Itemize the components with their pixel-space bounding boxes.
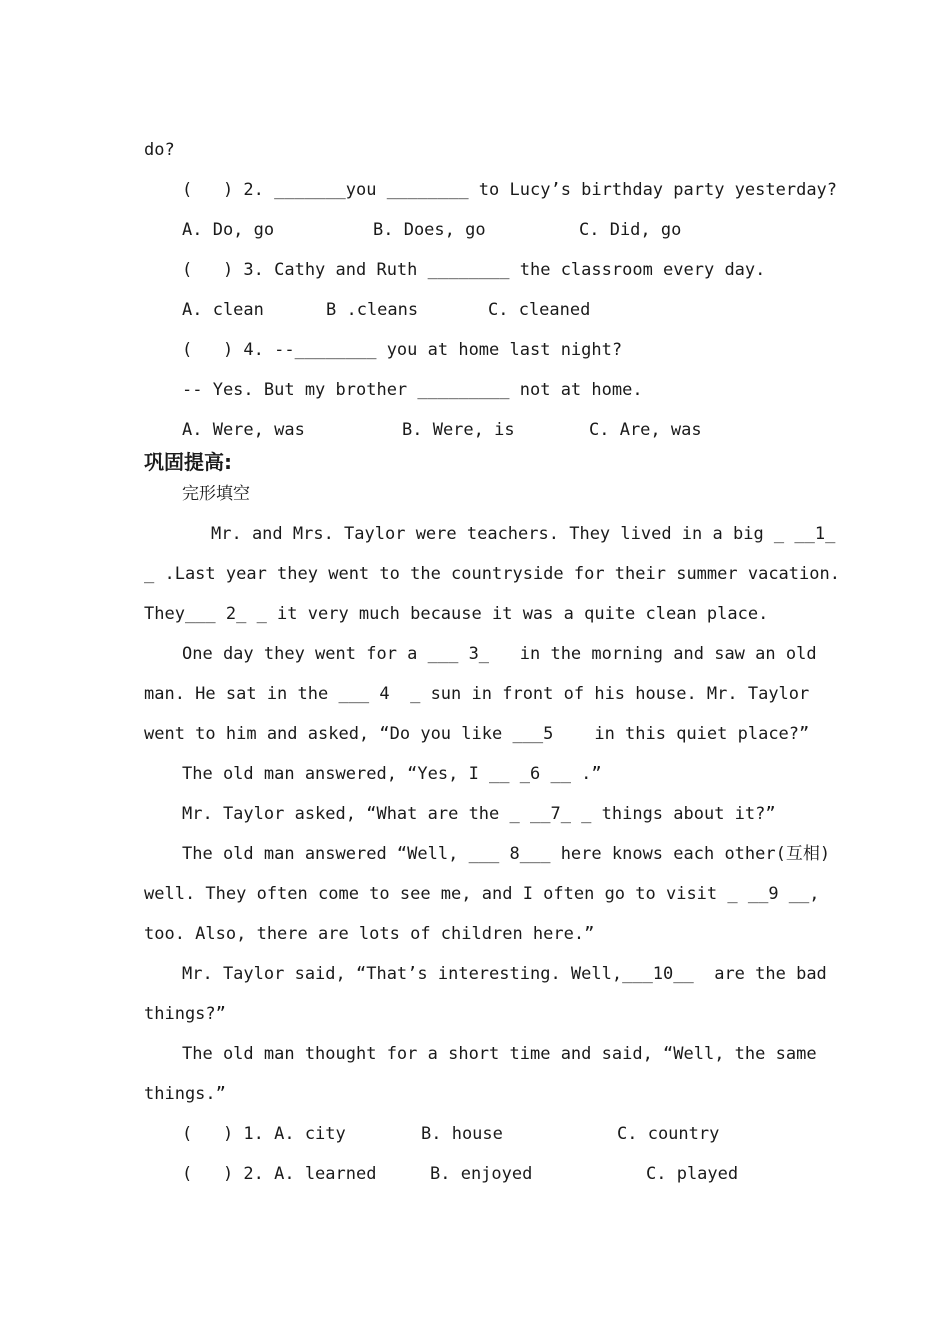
section-subheading: 完形填空: [182, 484, 250, 504]
option-c: C. played: [646, 1164, 739, 1184]
passage-line: One day they went for a ___ 3_ in the morning and saw an old: [182, 644, 817, 664]
question-2: ( ) 2. _______you ________ to Lucy’s birthday party yesterday?: [182, 180, 838, 200]
option-b: B. Does, go: [373, 220, 486, 240]
option-a: A. Do, go: [182, 220, 275, 240]
option-b: B. house: [421, 1124, 503, 1144]
passage-line: man. He sat in the ___ 4 _ sun in front of his house. Mr. Taylor: [144, 684, 810, 704]
section-heading: 巩固提高:: [144, 450, 232, 474]
passage-line: Mr. and Mrs. Taylor were teachers. They lived in a big _ __1_: [211, 524, 836, 544]
text-line: do?: [144, 140, 175, 160]
option-b: B. Were, is: [402, 420, 515, 440]
passage-line: The old man thought for a short time and said, “Well, the same: [182, 1044, 817, 1064]
passage-line: too. Also, there are lots of children here.”: [144, 924, 595, 944]
passage-line: things?”: [144, 1004, 226, 1024]
option-c: C. Are, was: [589, 420, 702, 440]
passage-line: went to him and asked, “Do you like ___5 in this quiet place?”: [144, 724, 810, 744]
passage-line: things.”: [144, 1084, 226, 1104]
option-a: A. Were, was: [182, 420, 305, 440]
passage-line: well. They often come to see me, and I often go to visit _ __9 __,: [144, 884, 820, 904]
option-c: C. Did, go: [579, 220, 682, 240]
option-b: B .cleans: [326, 300, 419, 320]
option-c: C. country: [617, 1124, 720, 1144]
passage-line: _ .Last year they went to the countryside for their summer vacation.: [144, 564, 840, 584]
option-a: A. clean: [182, 300, 264, 320]
passage-line: They___ 2_ _ it very much because it was a quite clean place.: [144, 604, 769, 624]
question-4: ( ) 4. --________ you at home last night?: [182, 340, 623, 360]
question-4-reply: -- Yes. But my brother _________ not at home.: [182, 380, 643, 400]
passage-line: Mr. Taylor asked, “What are the _ __7_ _ things about it?”: [182, 804, 776, 824]
cloze-question-1: ( ) 1. A. city: [182, 1124, 346, 1144]
cloze-question-2: ( ) 2. A. learned: [182, 1164, 377, 1184]
option-b: B. enjoyed: [430, 1164, 533, 1184]
passage-line: The old man answered, “Yes, I __ _6 __ .”: [182, 764, 602, 784]
option-c: C. cleaned: [488, 300, 591, 320]
passage-line: The old man answered “Well, ___ 8___ here knows each other(互相): [182, 844, 831, 864]
passage-line: Mr. Taylor said, “That’s interesting. Well,___10__ are the bad: [182, 964, 827, 984]
question-3: ( ) 3. Cathy and Ruth ________ the classroom every day.: [182, 260, 766, 280]
